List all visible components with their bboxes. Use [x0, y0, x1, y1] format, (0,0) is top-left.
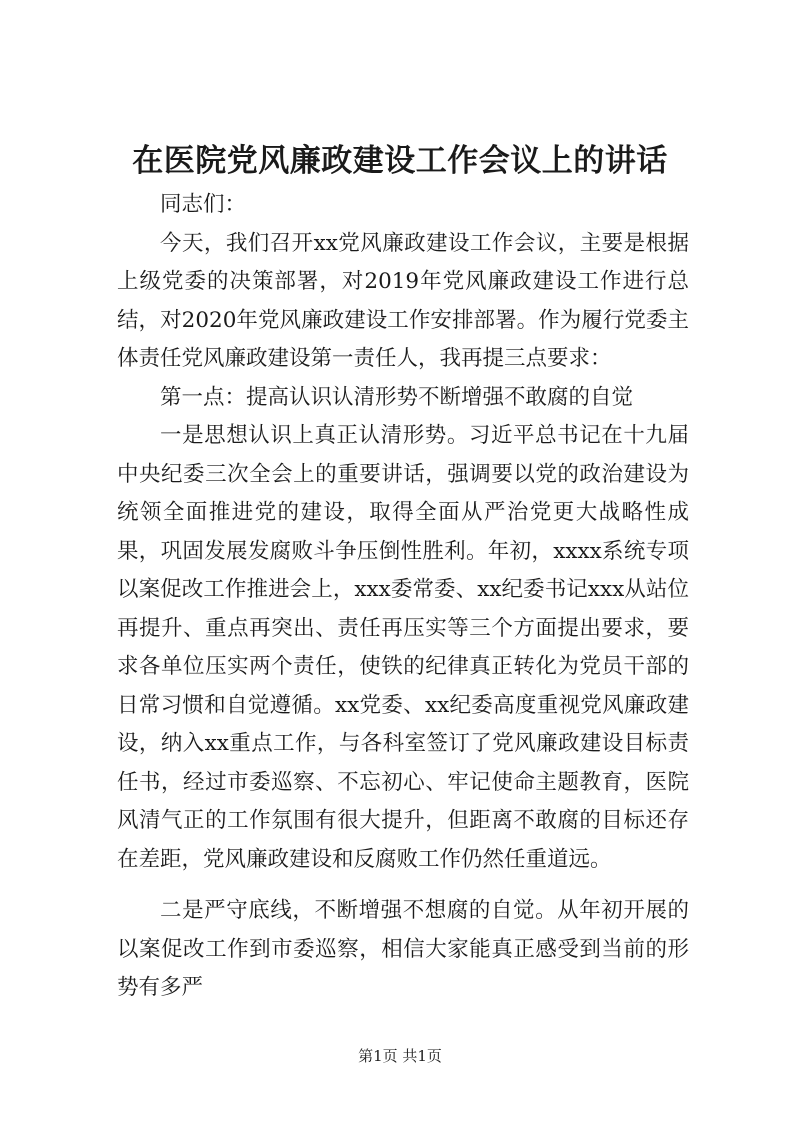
- point-one-paragraph: 一是思想认识上真正认清形势。习近平总书记在十九届中央纪委三次全会上的重要讲话，强调要以党的政治建设为统领全面推进党的建设，取得全面从严治党更大战略性成果，巩固发展发腐败斗争压倒性胜利。年初，xxxx系统专项以案促改工作推进会上，xxx委常委、xx纪委书记xxx从站位再提升、重点再突出、责任再压实等三个方面提出要求，要求各单位压实两个责任，使铁的纪律真正转化为党员干部的日常习惯和自觉遵循。xx党委、xx纪委高度重视党风廉政建设，纳入xx重点工作，与各科室签订了党风廉政建设目标责任书，经过市委巡察、不忘初心、牢记使命主题教育，医院风清气正的工作氛围有很大提升，但距离不敢腐的目标还存在差距，党风廉政建设和反腐败工作仍然任重道远。: [117, 423, 689, 872]
- intro-paragraph: 今天，我们召开xx党风廉政建设工作会议，主要是根据上级党委的决策部署，对2019年党风廉政建设工作进行总结，对2020年党风廉政建设工作安排部署。作为履行党委主体责任党风廉政建设第一责任人，我再提三点要求：: [117, 230, 689, 371]
- page-footer: 第1页 共1页: [358, 1047, 442, 1065]
- document-body: [117, 186, 689, 1008]
- salutation-paragraph: 同志们：: [160, 192, 247, 217]
- section-heading-paragraph: 第一点：提高认识认清形势不断增强不敢腐的自觉: [160, 384, 634, 410]
- document-title: 在医院党风廉政建设工作会议上的讲话: [132, 143, 668, 179]
- point-two-paragraph: 二是严守底线，不断增强不想腐的自觉。从年初开展的以案促改工作到市委巡察，相信大家能真正感受到当前的形势有多严: [117, 898, 689, 1000]
